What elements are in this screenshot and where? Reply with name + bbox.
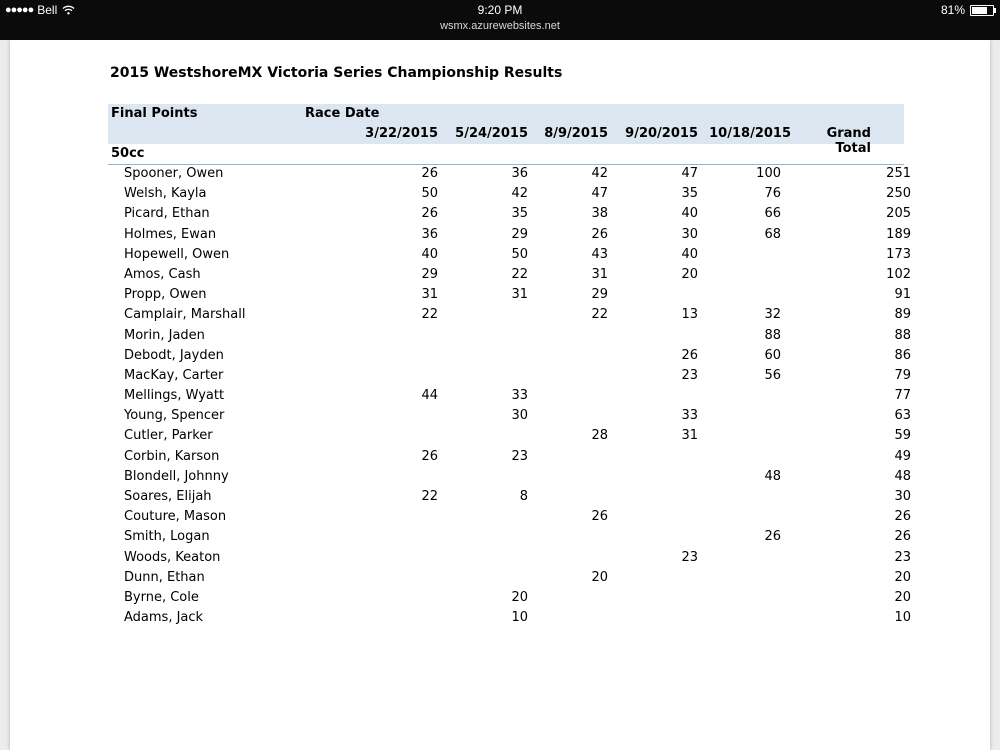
grand-total-cell: 102 (886, 266, 911, 282)
grand-total-cell: 49 (894, 448, 911, 464)
table-row (108, 427, 911, 447)
grand-total-cell: 30 (894, 489, 911, 504)
column-header: 10/18/2015 (709, 126, 791, 141)
table-row (108, 165, 911, 185)
racer-name: Camplair, Marshall (124, 307, 246, 323)
points-cell: 23 (681, 367, 698, 383)
battery-nub (994, 8, 996, 13)
points-cell: 50 (511, 246, 528, 262)
grand-total-cell: 88 (894, 327, 911, 343)
battery-icon (970, 5, 994, 16)
points-cell: 42 (591, 166, 608, 181)
carrier-name: Bell (37, 3, 58, 17)
points-cell: 36 (421, 226, 438, 242)
points-cell: 56 (764, 367, 781, 383)
points-cell: 13 (681, 307, 698, 323)
points-cell: 47 (591, 186, 608, 202)
points-cell: 31 (421, 287, 438, 303)
points-cell: 76 (764, 186, 781, 202)
points-cell: 26 (681, 347, 698, 363)
points-cell: 10 (511, 610, 528, 626)
points-cell: 35 (511, 206, 528, 222)
points-cell: 47 (681, 166, 698, 181)
points-cell: 8 (519, 489, 528, 504)
points-cell: 31 (511, 287, 528, 303)
grand-total-cell: 63 (894, 408, 911, 424)
points-cell: 22 (511, 266, 528, 282)
grand-total-cell: 23 (894, 549, 911, 565)
points-cell: 40 (681, 206, 698, 222)
points-cell: 22 (591, 307, 608, 323)
grand-total-cell: 250 (886, 186, 911, 202)
points-cell: 26 (591, 226, 608, 242)
points-cell: 30 (681, 226, 698, 242)
racer-name: Dunn, Ethan (124, 569, 205, 585)
racer-name: Propp, Owen (124, 287, 207, 303)
column-header: 5/24/2015 (455, 126, 528, 141)
points-cell: 26 (421, 166, 438, 181)
battery-percent: 81% (940, 3, 965, 17)
address-url[interactable]: wsmx.azurewebsites.net (440, 20, 560, 32)
points-cell: 100 (756, 166, 781, 181)
signal-strength-icon: ●●●●● (5, 4, 34, 16)
header-race-date: Race Date (305, 106, 380, 121)
results-table (108, 104, 911, 629)
table-row (108, 327, 911, 347)
column-header-grand-total: Grand Total (826, 126, 871, 156)
racer-name: Blondell, Johnny (124, 468, 229, 484)
grand-total-cell: 48 (894, 468, 911, 484)
points-cell: 43 (591, 246, 608, 262)
points-cell: 42 (511, 186, 528, 202)
points-cell: 26 (421, 206, 438, 222)
grand-total-cell: 89 (894, 307, 911, 323)
points-cell: 31 (591, 266, 608, 282)
points-cell: 29 (591, 287, 608, 303)
grand-total-cell: 10 (894, 610, 911, 626)
table-row (108, 468, 911, 488)
grand-total-cell: 205 (886, 206, 911, 222)
points-cell: 50 (421, 186, 438, 202)
table-row (108, 387, 911, 407)
points-cell: 26 (421, 448, 438, 464)
points-cell: 36 (511, 166, 528, 181)
racer-name: Couture, Mason (124, 509, 227, 525)
points-cell: 31 (681, 428, 698, 444)
points-cell: 32 (764, 307, 781, 323)
table-row (108, 185, 911, 205)
points-cell: 35 (681, 186, 698, 202)
racer-name: Debodt, Jayden (124, 347, 224, 363)
points-cell: 88 (764, 327, 781, 343)
racer-name: Cutler, Parker (124, 428, 213, 444)
points-cell: 28 (591, 428, 608, 444)
points-cell: 29 (511, 226, 528, 242)
points-cell: 20 (681, 266, 698, 282)
table-row (108, 205, 911, 225)
grand-total-cell: 20 (894, 569, 911, 585)
clock: 9:20 PM (477, 3, 523, 17)
grand-total-cell: 91 (894, 287, 911, 303)
racer-name: Hopewell, Owen (124, 246, 230, 262)
table-row (108, 286, 911, 306)
points-cell: 68 (764, 226, 781, 242)
grand-total-cell: 26 (894, 509, 911, 525)
racer-name: Amos, Cash (124, 266, 201, 282)
points-cell: 30 (511, 408, 528, 424)
grand-total-cell: 77 (894, 388, 911, 404)
points-cell: 33 (511, 388, 528, 404)
table-row (108, 508, 911, 528)
table-row (108, 306, 911, 326)
table-row (108, 609, 911, 629)
group-label: 50cc (111, 146, 145, 161)
status-right (941, 3, 994, 17)
racer-name: Adams, Jack (124, 610, 204, 626)
points-cell: 44 (421, 388, 438, 404)
racer-name: Smith, Logan (124, 529, 210, 545)
points-cell: 20 (591, 569, 608, 585)
table-row (108, 549, 911, 569)
header-final-points: Final Points (111, 106, 198, 121)
racer-name: MacKay, Carter (124, 367, 224, 383)
table-row (108, 448, 911, 468)
points-cell: 23 (511, 448, 528, 464)
grand-total-cell: 59 (894, 428, 911, 444)
racer-name: Welsh, Kayla (124, 186, 207, 202)
grand-total-cell: 173 (886, 246, 911, 262)
table-row (108, 367, 911, 387)
battery-fill (972, 7, 987, 14)
table-row (108, 569, 911, 589)
table-row (108, 347, 911, 367)
racer-name: Morin, Jaden (124, 327, 205, 343)
racer-name: Young, Spencer (124, 408, 225, 424)
grand-total-cell: 189 (886, 226, 911, 242)
table-row (108, 488, 911, 508)
racer-name: Corbin, Karson (124, 448, 220, 464)
racer-name: Mellings, Wyatt (124, 388, 225, 404)
points-cell: 40 (421, 246, 438, 262)
grand-total-cell: 86 (894, 347, 911, 363)
grand-total-cell: 20 (894, 589, 911, 605)
table-row (108, 528, 911, 548)
points-cell: 20 (511, 589, 528, 605)
grand-total-cell: 79 (894, 367, 911, 383)
column-header: 9/20/2015 (625, 126, 698, 141)
points-cell: 22 (421, 489, 438, 504)
points-cell: 33 (681, 408, 698, 424)
column-header: 3/22/2015 (365, 126, 438, 141)
report-title: 2015 WestshoreMX Victoria Series Championship Results (110, 65, 563, 81)
grand-total-cell: 26 (894, 529, 911, 545)
points-cell: 60 (764, 347, 781, 363)
racer-name: Holmes, Ewan (124, 226, 217, 242)
points-cell: 23 (681, 549, 698, 565)
table-row (108, 407, 911, 427)
racer-name: Woods, Keaton (124, 549, 221, 565)
group-header (108, 144, 904, 165)
report-page (10, 40, 990, 750)
racer-name: Soares, Elijah (124, 489, 212, 504)
column-header: 8/9/2015 (544, 126, 608, 141)
points-cell: 22 (421, 307, 438, 323)
racer-name: Picard, Ethan (124, 206, 210, 222)
racer-name: Spooner, Owen (124, 166, 224, 181)
table-body (108, 165, 911, 629)
table-row (108, 226, 911, 246)
points-cell: 48 (764, 468, 781, 484)
points-cell: 26 (591, 509, 608, 525)
points-cell: 66 (764, 206, 781, 222)
table-row (108, 246, 911, 266)
points-cell: 38 (591, 206, 608, 222)
racer-name: Byrne, Cole (124, 589, 199, 605)
table-row (108, 266, 911, 286)
table-row (108, 589, 911, 609)
points-cell: 29 (421, 266, 438, 282)
grand-total-cell: 251 (886, 166, 911, 181)
points-cell: 26 (764, 529, 781, 545)
points-cell: 40 (681, 246, 698, 262)
status-bar (0, 0, 1000, 40)
